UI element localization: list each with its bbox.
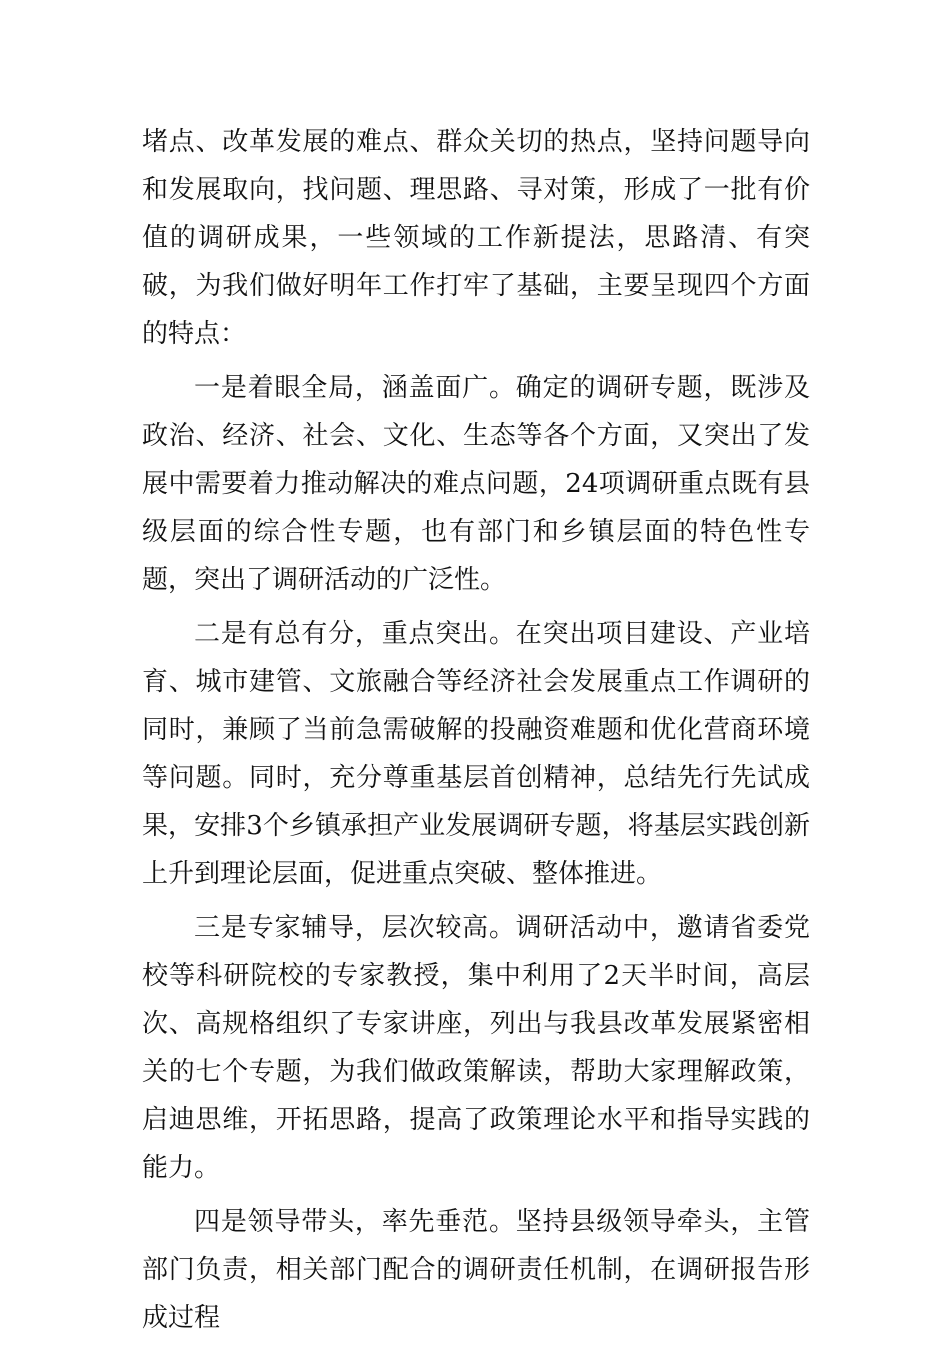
paragraph-continuation: 堵点、改革发展的难点、群众关切的热点，坚持问题导向和发展取向，找问题、理思路、寻对策，形成了一批有价值的调研成果，一些领域的工作新提法，思路清、有突破，为我们做好明年工作打牢了基础，主要呈现四个方面的特点：: [142, 127, 810, 349]
paragraph-feature-four: 四是领导带头，率先垂范。坚持县级领导牵头，主管部门负责，相关部门配合的调研责任机制，在调研报告形成过程: [142, 1207, 810, 1333]
paragraph-feature-three: 三是专家辅导，层次较高。调研活动中，邀请省委党校等科研院校的专家教授，集中利用了2天半时间，高层次、高规格组织了专家讲座，列出与我县改革发展紧密相关的七个专题，为我们做政策解读，帮助大家理解政策，启迪思维，开拓思路，提高了政策理论水平和指导实践的能力。: [142, 913, 810, 1183]
document-body: [142, 118, 810, 1348]
paragraph-feature-one: 一是着眼全局，涵盖面广。确定的调研专题，既涉及政治、经济、社会、文化、生态等各个方面，又突出了发展中需要着力推动解决的难点问题，24项调研重点既有县级层面的综合性专题，也有部门和乡镇层面的特色性专题，突出了调研活动的广泛性。: [142, 373, 810, 595]
paragraph-feature-two: 二是有总有分，重点突出。在突出项目建设、产业培育、城市建管、文旅融合等经济社会发展重点工作调研的同时，兼顾了当前急需破解的投融资难题和优化营商环境等问题。同时，充分尊重基层首创精神，总结先行先试成果，安排3个乡镇承担产业发展调研专题，将基层实践创新上升到理论层面，促进重点突破、整体推进。: [142, 619, 810, 889]
